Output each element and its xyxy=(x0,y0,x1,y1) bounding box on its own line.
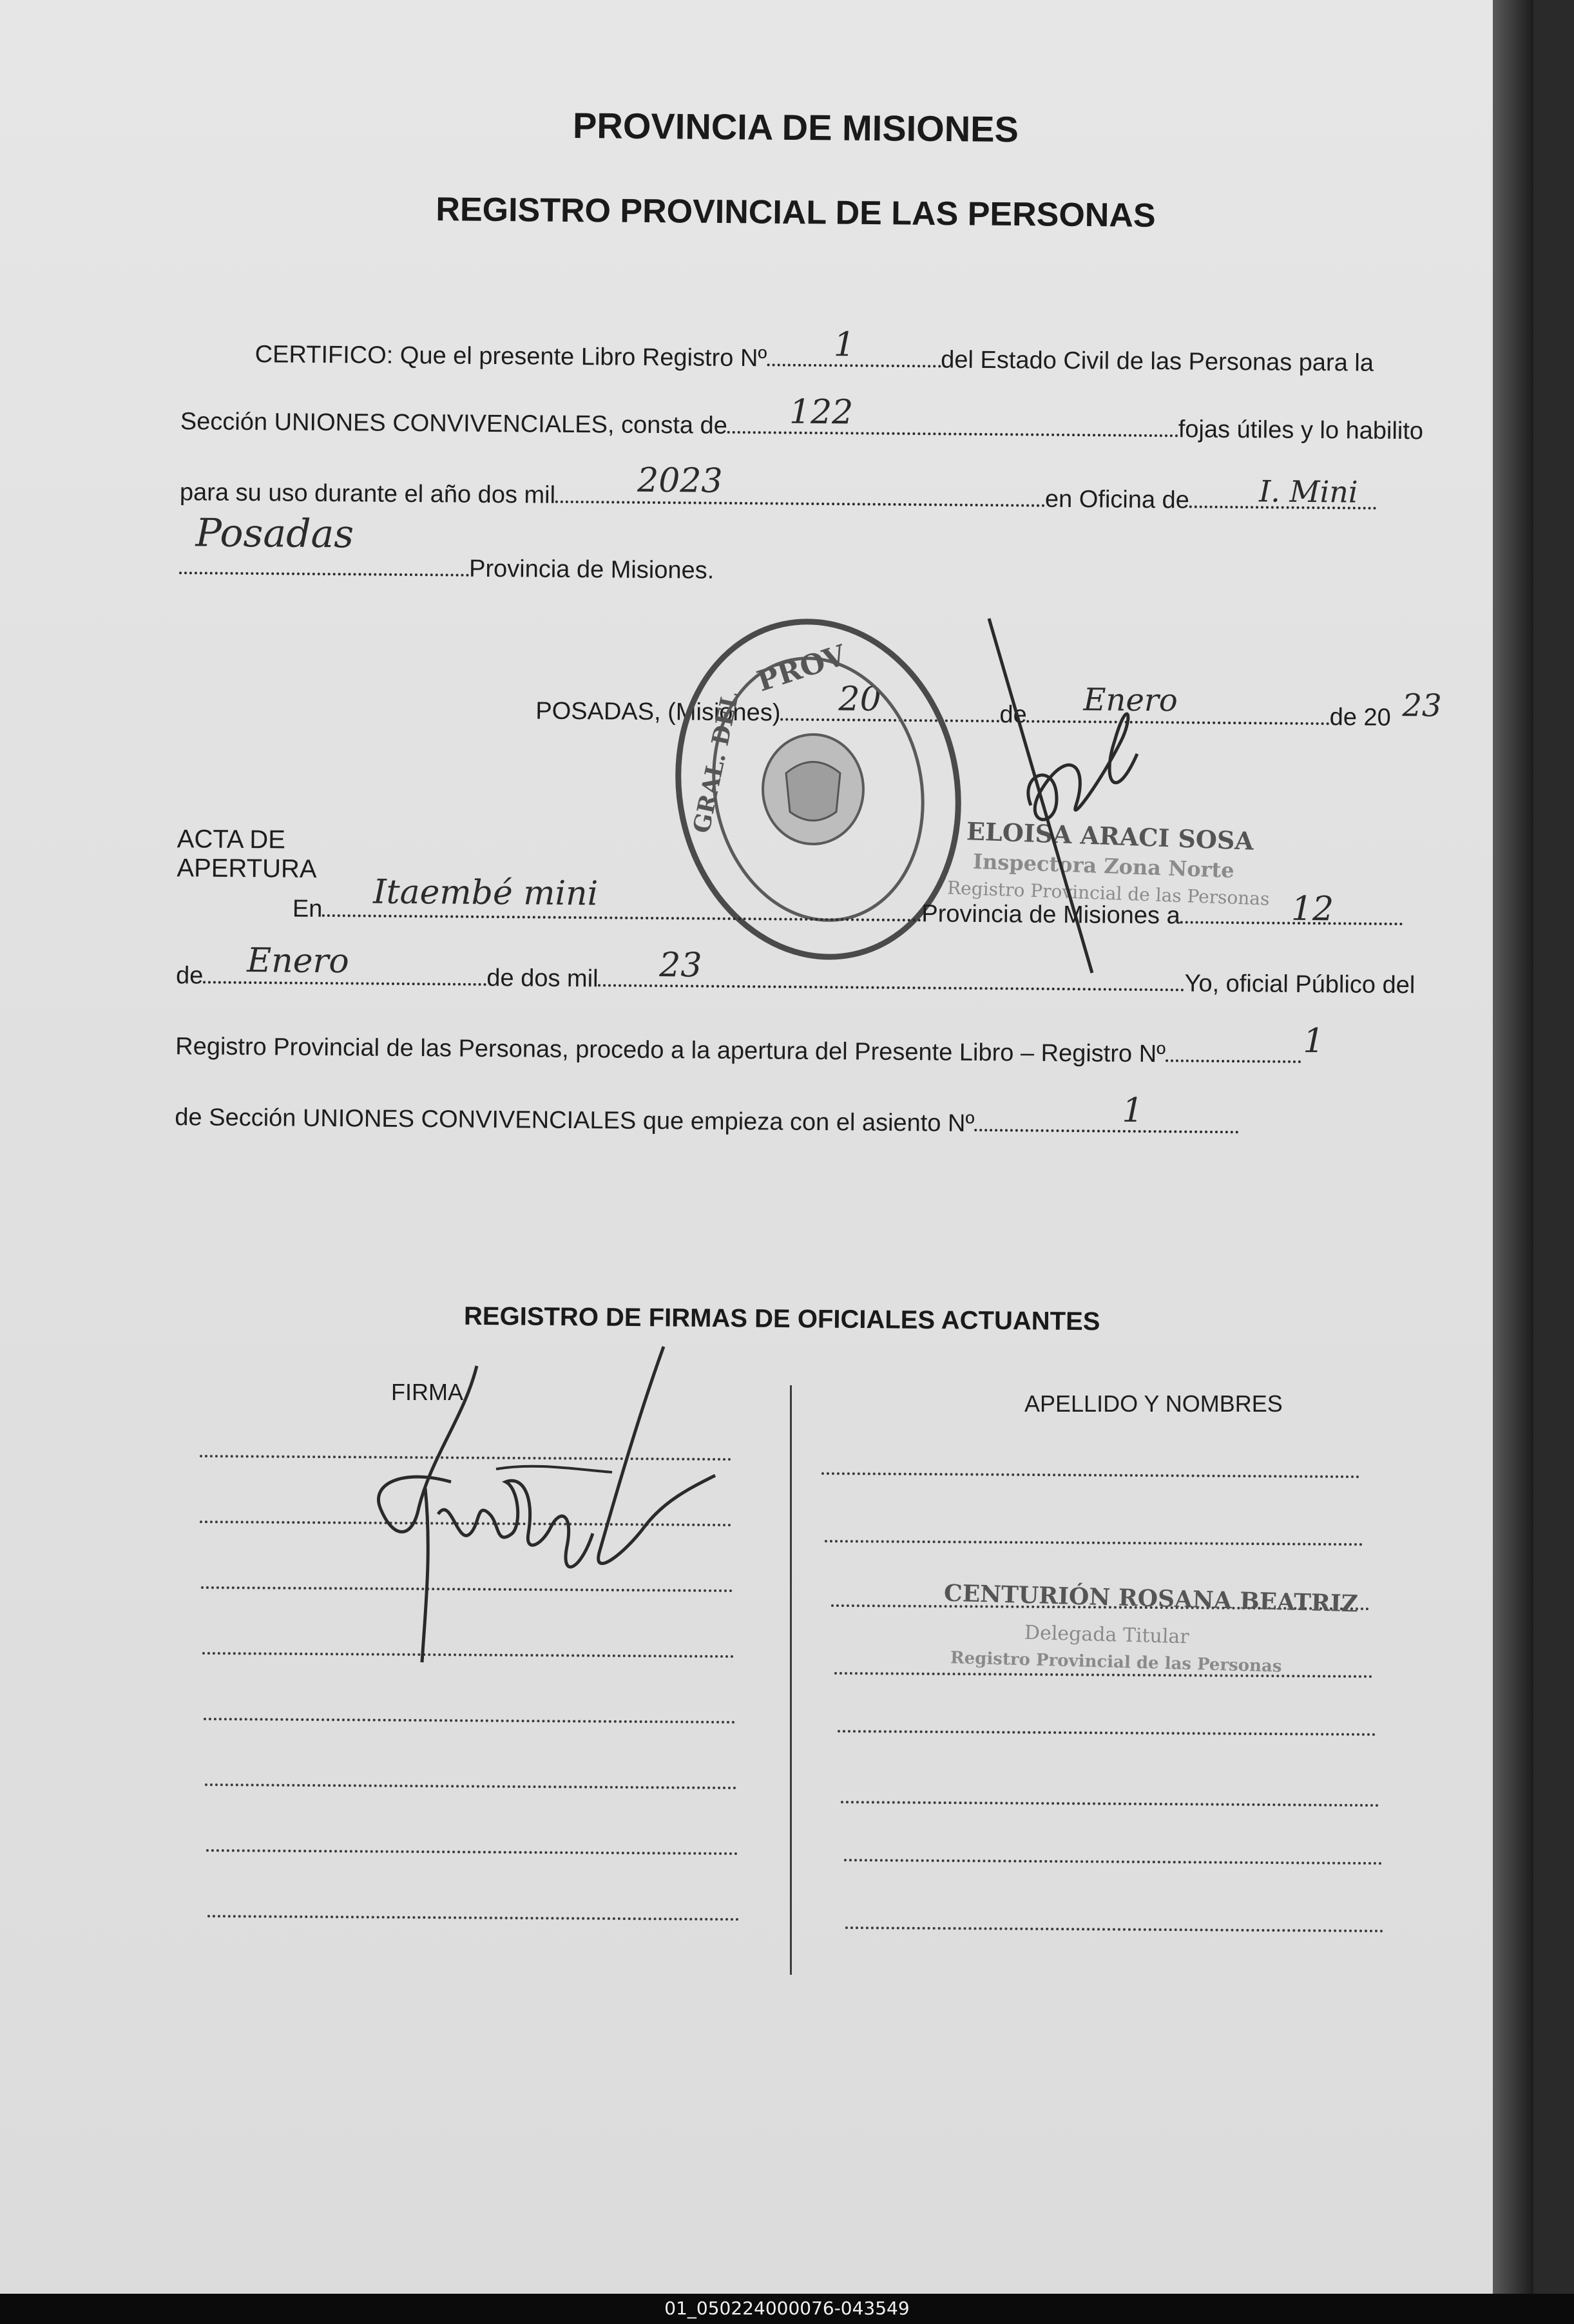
hw-anio-2: 23 xyxy=(1402,687,1442,724)
hw-oficina: I. Mini xyxy=(1258,474,1358,510)
hw-acta-libro: 1 xyxy=(1303,1021,1325,1061)
document-title: PROVINCIA DE MISIONES xyxy=(572,104,1019,150)
hw-libro-nro: 1 xyxy=(833,325,856,365)
posadas-text-a: POSADAS, (Misiones) xyxy=(535,697,781,727)
acta-line-2-text-b: de dos mil xyxy=(486,964,599,993)
acta-line-2-text-c: Yo, oficial Público del xyxy=(1184,970,1416,999)
cert-line-3-text-b: en Oficina de xyxy=(1044,485,1190,514)
cert-line-1-text-b: del Estado Civil de las Personas para la xyxy=(941,346,1374,377)
hw-ciudad: Posadas xyxy=(195,510,354,557)
firmas-column-divider xyxy=(790,1385,792,1975)
firma-line xyxy=(204,1718,735,1724)
firma-line xyxy=(206,1849,738,1855)
cert-line-2-text-a: Sección UNIONES CONVIVENCIALES, consta de xyxy=(180,408,728,439)
acta-heading: ACTA DE APERTURA xyxy=(177,825,317,883)
firmas-title: REGISTRO DE FIRMAS DE OFICIALES ACTUANTES xyxy=(463,1301,1100,1336)
document-subtitle: REGISTRO PROVINCIAL DE LAS PERSONAS xyxy=(436,191,1156,235)
nombres-line xyxy=(841,1801,1379,1807)
acta-line-1-text-a: En xyxy=(292,895,323,923)
nombres-line xyxy=(838,1730,1376,1736)
svg-text:PROV: PROV xyxy=(753,639,850,698)
inspector-stamp-org: Registro Provincial de las Personas xyxy=(946,877,1270,910)
col-nombres-label: APELLIDO Y NOMBRES xyxy=(1024,1390,1283,1417)
hw-dia: 20 xyxy=(838,680,881,719)
cert-line-1 xyxy=(255,340,1374,378)
posadas-text-c: de 20 xyxy=(1329,704,1391,731)
nombres-line xyxy=(825,1540,1363,1546)
hw-asiento: 1 xyxy=(1122,1091,1144,1130)
svg-text:GRAL. DEL: GRAL. DEL xyxy=(687,689,745,836)
cert-line-1-text-a: CERTIFICO: Que el presente Libro Registro Nº xyxy=(254,341,767,372)
acta-line-4-text: de Sección UNIONES CONVIVENCIALES que empieza con el asiento Nº xyxy=(175,1104,975,1137)
delegada-stamp-role: Delegada Titular xyxy=(1024,1621,1190,1649)
hw-acta-dia: 12 xyxy=(1291,889,1334,929)
acta-libro-field xyxy=(1166,1040,1301,1063)
delegada-stamp-name: CENTURIÓN ROSANA BEATRIZ xyxy=(943,1579,1359,1618)
cert-line-4-text: Provincia de Misiones. xyxy=(468,555,715,584)
hw-acta-mes: Enero xyxy=(247,941,349,981)
cert-line-4 xyxy=(179,552,714,585)
hw-fojas: 122 xyxy=(789,392,854,432)
acta-line-2-text-a: de xyxy=(175,962,204,990)
cert-line-3-text-a: para su uso durante el año dos mil xyxy=(179,479,556,509)
acta-line-2 xyxy=(176,961,1415,999)
scan-document-id: 01_050224000076-043549 xyxy=(664,2298,910,2319)
hw-lugar: Itaembé mini xyxy=(372,872,599,914)
inspector-stamp-role: Inspectora Zona Norte xyxy=(972,849,1235,883)
nombres-line xyxy=(845,1926,1383,1932)
nombres-line xyxy=(844,1859,1382,1865)
cert-line-2-text-b: fojas útiles y lo habilito xyxy=(1178,416,1424,445)
acta-line-3-text: Registro Provincial de las Personas, procedo a la apertura del Presente Libro – Registro Nº xyxy=(175,1033,1166,1068)
cert-line-3 xyxy=(180,478,1376,516)
firma-line xyxy=(205,1783,736,1789)
delegada-stamp-org: Registro Provincial de las Personas xyxy=(950,1648,1282,1676)
firma-line xyxy=(207,1915,739,1921)
col-firma-label: FIRMA xyxy=(391,1379,463,1405)
nombres-line xyxy=(821,1472,1359,1478)
anio-field xyxy=(555,481,1045,507)
acta-line-3 xyxy=(175,1032,1301,1070)
firma-signature xyxy=(367,1340,728,1675)
acta-line-1-text-b: Provincia de Misiones a xyxy=(921,900,1180,930)
posadas-text-b: de xyxy=(999,701,1027,729)
page-edge-shadow xyxy=(1493,0,1533,2294)
nombres-line xyxy=(834,1672,1372,1678)
acta-line-4 xyxy=(175,1103,1238,1140)
hw-mes: Enero xyxy=(1083,682,1178,719)
asiento-field xyxy=(974,1109,1238,1133)
inspector-stamp-name: ELOISA ARACI SOSA xyxy=(966,816,1254,856)
hw-acta-anio: 23 xyxy=(659,946,702,985)
hw-anio: 2023 xyxy=(637,461,723,501)
